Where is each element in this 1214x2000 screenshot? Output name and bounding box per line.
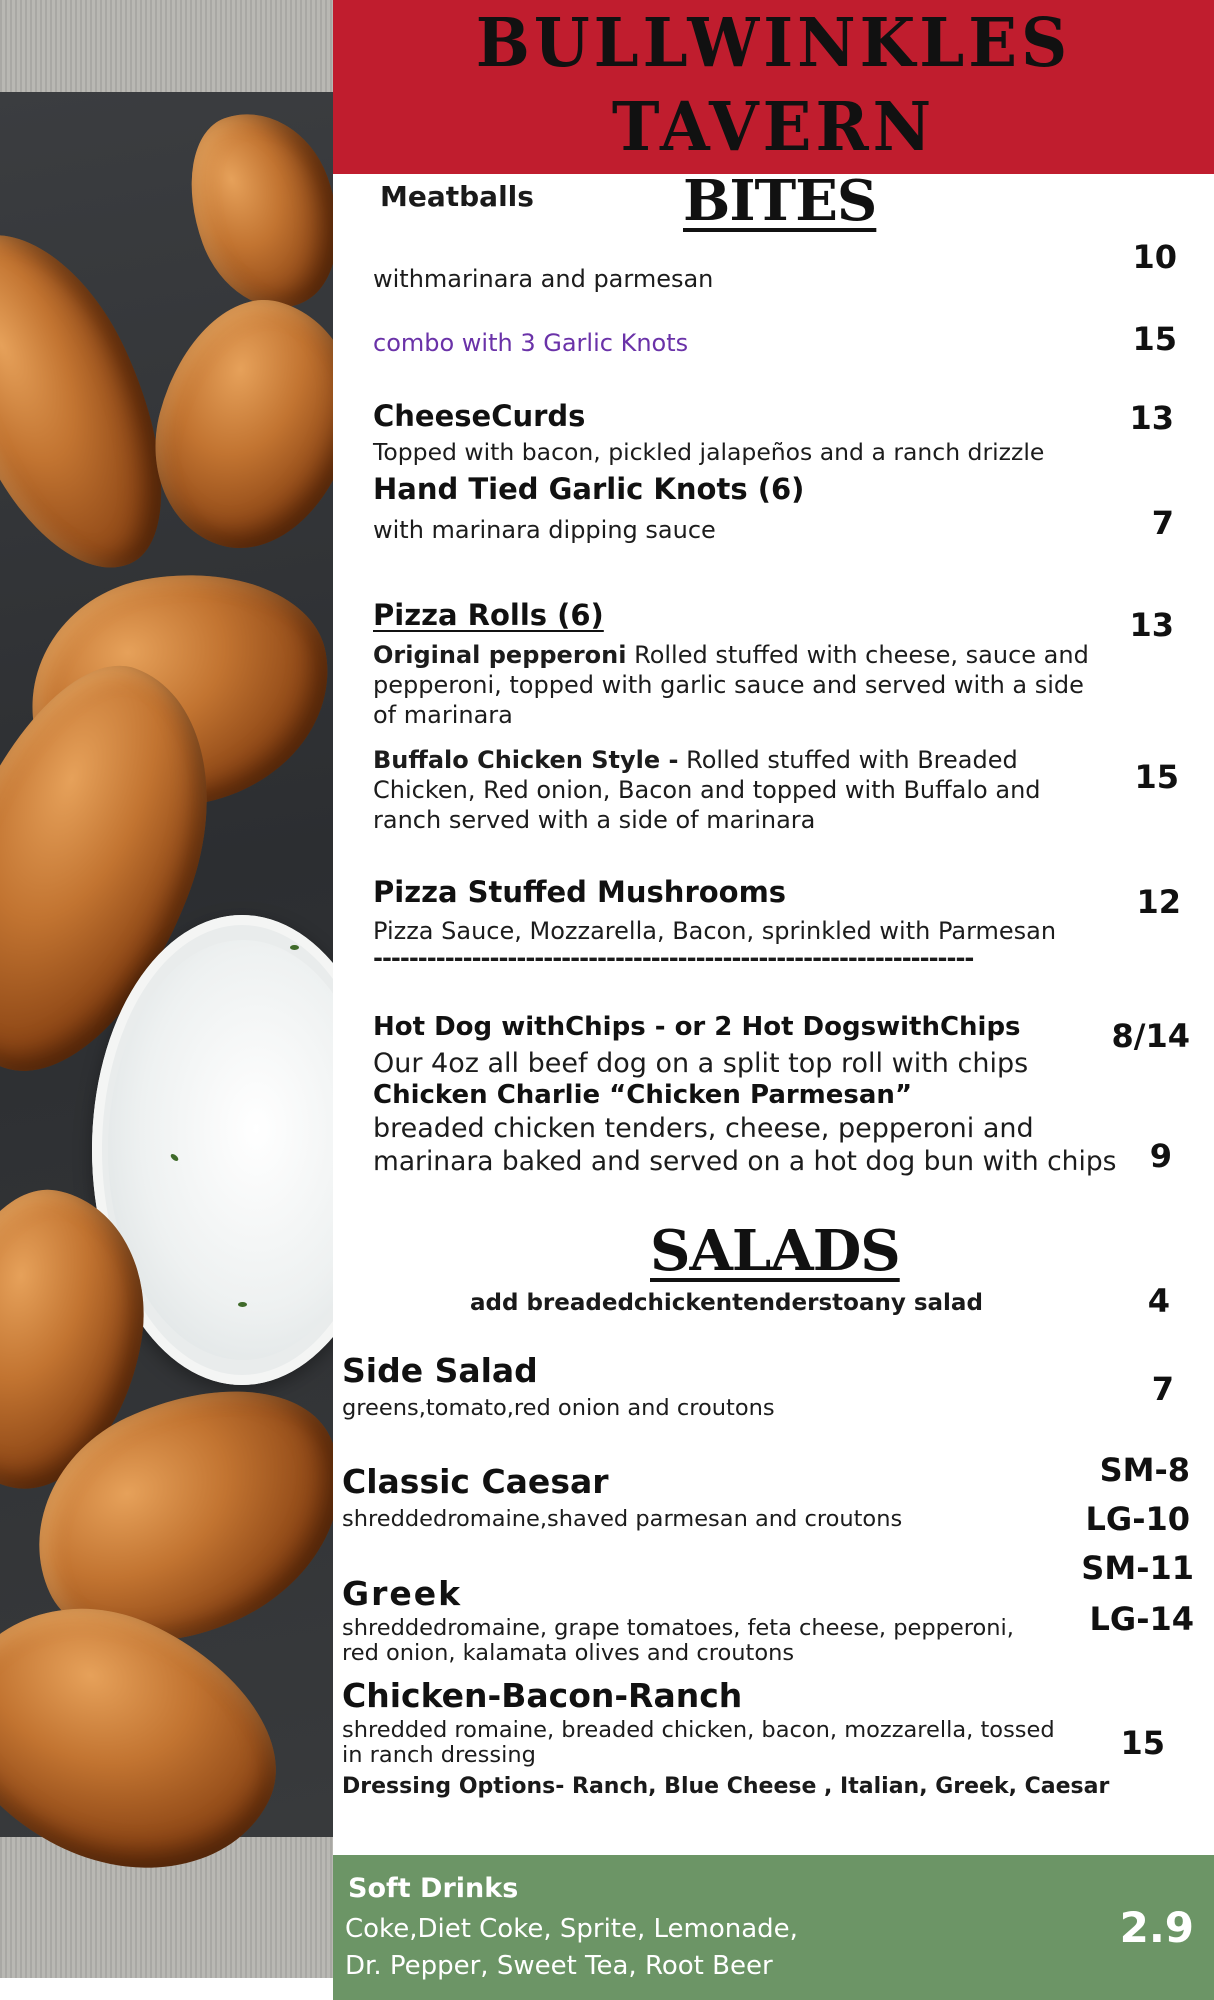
side-salad-desc: greens,tomato,red onion and croutons bbox=[342, 1395, 775, 1421]
herb-speck bbox=[290, 945, 299, 950]
meatballs-desc: withmarinara and parmesan bbox=[373, 265, 714, 293]
caesar-desc: shreddedromaine,shaved parmesan and croutons bbox=[342, 1506, 903, 1532]
dressing-options: Dressing Options- Ranch, Blue Cheese , Italian, Greek, Caesar bbox=[342, 1774, 1110, 1799]
soft-drinks-line1: Coke,Diet Coke, Sprite, Lemonade, bbox=[345, 1914, 798, 1944]
cbr-desc: shredded romaine, breaded chicken, bacon, mozzarella, tossed in ranch dressing bbox=[342, 1717, 1055, 1768]
cheese-curds-desc: Topped with bacon, pickled jalapeños and a ranch drizzle bbox=[373, 438, 1045, 466]
mushrooms-desc: Pizza Sauce, Mozzarella, Bacon, sprinkled with Parmesan bbox=[373, 917, 1057, 945]
restaurant-name-line1: BULLWINKLES bbox=[475, 4, 1072, 83]
salads-heading: SALADS bbox=[650, 1218, 900, 1284]
herb-speck bbox=[238, 1302, 247, 1307]
greek-name: Greek bbox=[342, 1574, 463, 1613]
salads-addon-text: add breadedchickentenderstoany salad bbox=[470, 1290, 983, 1316]
cbr-name: Chicken-Bacon-Ranch bbox=[342, 1676, 743, 1715]
chicken-wings-with-ranch-dip-image bbox=[0, 0, 333, 1978]
hot-dog-desc: Our 4oz all beef dog on a split top roll with chips bbox=[373, 1048, 1029, 1079]
hot-dog-price: 8/14 bbox=[1111, 1017, 1190, 1055]
chicken-charlie-name: Chicken Charlie “Chicken Parmesan” bbox=[373, 1080, 913, 1110]
soft-drinks-bar bbox=[333, 1855, 1214, 2000]
pizza-rolls-price: 13 bbox=[1129, 606, 1174, 644]
garlic-knots-name: Hand Tied Garlic Knots (6) bbox=[373, 472, 805, 506]
caesar-name: Classic Caesar bbox=[342, 1462, 609, 1501]
soft-drinks-price: 2.9 bbox=[1119, 1903, 1194, 1952]
meatballs-combo-price: 15 bbox=[1132, 320, 1177, 358]
caesar-price-sm: SM-8 bbox=[1099, 1451, 1190, 1489]
pizza-rolls-name: Pizza Rolls (6) bbox=[373, 598, 604, 632]
mushrooms-name: Pizza Stuffed Mushrooms bbox=[373, 875, 787, 909]
chicken-charlie-desc-line2: marinara baked and served on a hot dog bun with chips bbox=[373, 1146, 1117, 1177]
pizza-rolls-original-label: Original pepperoni bbox=[373, 641, 627, 669]
cbr-price: 15 bbox=[1120, 1724, 1165, 1762]
greek-price-lg: LG-14 bbox=[1089, 1600, 1194, 1638]
soft-drinks-title: Soft Drinks bbox=[348, 1873, 519, 1904]
bites-heading: BITES bbox=[683, 168, 877, 234]
side-salad-price: 7 bbox=[1151, 1370, 1174, 1408]
greek-price-sm: SM-11 bbox=[1081, 1549, 1194, 1587]
pizza-rolls-buffalo-price: 15 bbox=[1134, 758, 1179, 796]
garlic-knots-desc: with marinara dipping sauce bbox=[373, 516, 716, 544]
side-salad-name: Side Salad bbox=[342, 1351, 538, 1390]
greek-desc: shreddedromaine, grape tomatoes, feta cheese, pepperoni, red onion, kalamata olives and croutons bbox=[342, 1615, 1014, 1666]
meatballs-combo: combo with 3 Garlic Knots bbox=[373, 329, 689, 357]
restaurant-name-line2: TAVERN bbox=[611, 88, 936, 167]
meatballs-price: 10 bbox=[1132, 238, 1177, 276]
pizza-rolls-buffalo-desc: Rolled stuffed with Breaded Chicken, Red onion, Bacon and topped with Buffalo and ranch served with a side of marinara bbox=[373, 746, 1041, 834]
soft-drinks-list bbox=[345, 1911, 798, 1985]
soft-drinks-line2: Dr. Pepper, Sweet Tea, Root Beer bbox=[345, 1951, 773, 1981]
cheese-curds-name: CheeseCurds bbox=[373, 399, 586, 433]
hot-dog-name: Hot Dog withChips - or 2 Hot DogswithChips bbox=[373, 1012, 1021, 1042]
meatballs-name: Meatballs bbox=[380, 180, 534, 213]
caesar-price-lg: LG-10 bbox=[1085, 1500, 1190, 1538]
chicken-charlie-desc-line1: breaded chicken tenders, cheese, pepperoni and bbox=[373, 1113, 1034, 1144]
restaurant-header bbox=[333, 0, 1214, 174]
garlic-knots-price: 7 bbox=[1151, 504, 1174, 542]
section-divider: ------------------------------------------------------------------- bbox=[373, 944, 974, 972]
pizza-rolls-buffalo bbox=[373, 745, 1103, 835]
chicken-charlie-price: 9 bbox=[1149, 1137, 1172, 1175]
salads-addon-price: 4 bbox=[1147, 1282, 1170, 1320]
mushrooms-price: 12 bbox=[1136, 883, 1181, 921]
pizza-rolls-original bbox=[373, 640, 1103, 730]
cheese-curds-price: 13 bbox=[1129, 399, 1174, 437]
pizza-rolls-original-desc: Rolled stuffed with cheese, sauce and pepperoni, topped with garlic sauce and served with a side of marinara bbox=[373, 641, 1089, 729]
pizza-rolls-buffalo-label: Buffalo Chicken Style - bbox=[373, 746, 679, 774]
